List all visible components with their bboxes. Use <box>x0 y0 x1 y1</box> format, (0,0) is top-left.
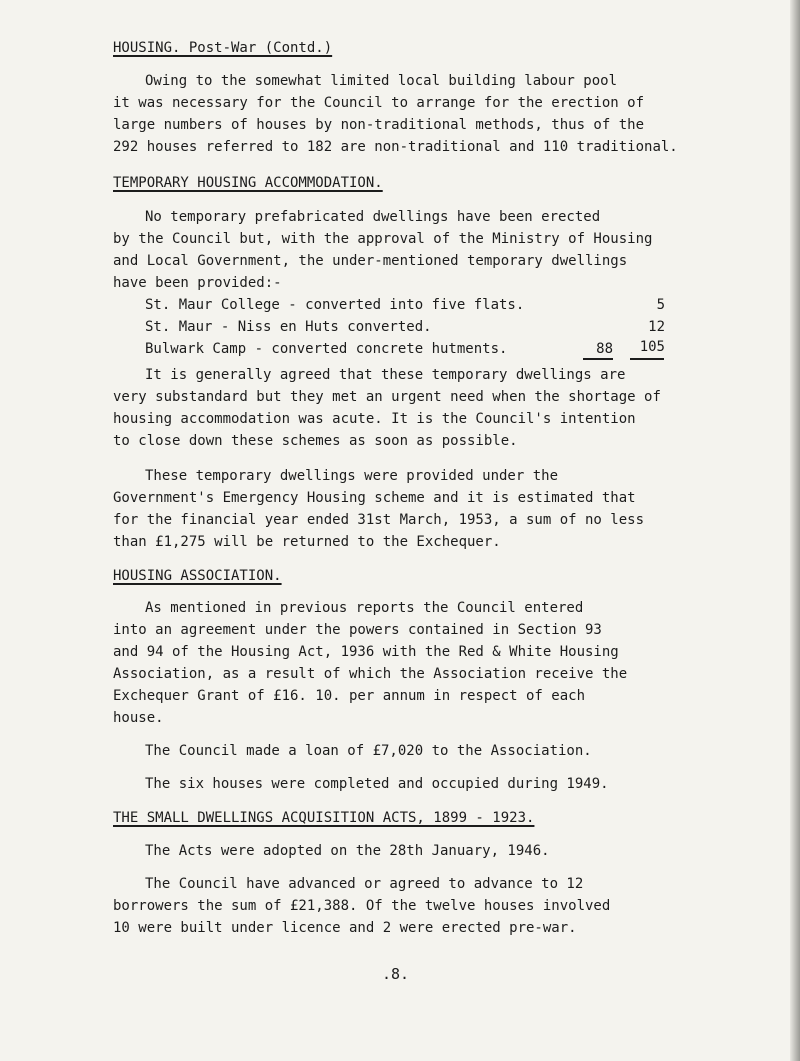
text-line: Exchequer Grant of £16. 10. per annum in respect of each <box>113 688 586 704</box>
text-line: housing accommodation was acute. It is the Council's intention <box>113 411 636 427</box>
heading-temporary-housing: TEMPORARY HOUSING ACCOMMODATION. <box>113 175 383 191</box>
dwelling-label: St. Maur - Niss en Huts converted. <box>145 319 432 335</box>
text-line: than £1,275 will be returned to the Exchequer. <box>113 534 501 550</box>
dwelling-label: Bulwark Camp - converted concrete hutments. <box>145 341 508 357</box>
text-line: borrowers the sum of £21,388. Of the twelve houses involved <box>113 898 611 914</box>
text-line: No temporary prefabricated dwellings have been erected <box>145 209 601 225</box>
text-line: and 94 of the Housing Act, 1936 with the Red & White Housing <box>113 644 619 660</box>
paragraph-association-loan: The Council made a loan of £7,020 to the Association. <box>145 743 592 759</box>
total-rule <box>630 358 664 360</box>
subtotal-rule <box>583 358 613 360</box>
text-line: 10 were built under licence and 2 were erected pre-war. <box>113 920 577 936</box>
list-item <box>145 338 665 360</box>
text-line: by the Council but, with the approval of the Ministry of Housing <box>113 231 653 247</box>
text-line: Association, as a result of which the Association receive the <box>113 666 628 682</box>
text-line: have been provided:- <box>113 275 282 291</box>
page-number: .8. <box>382 965 410 983</box>
dwelling-count: 12 <box>648 319 665 335</box>
dwelling-label: St. Maur College - converted into five flats. <box>145 297 525 313</box>
heading-housing-association: HOUSING ASSOCIATION. <box>113 568 282 584</box>
dwellings-total: 105 <box>639 339 665 355</box>
dwelling-count: 88 <box>596 341 613 357</box>
heading-small-dwellings-acts: THE SMALL DWELLINGS ACQUISITION ACTS, 1899 - 1923. <box>113 810 535 826</box>
text-line: it was necessary for the Council to arrange for the erection of <box>113 95 645 111</box>
text-line: The Council have advanced or agreed to advance to 12 <box>145 876 584 892</box>
dwelling-count: 5 <box>656 297 665 313</box>
text-line: very substandard but they met an urgent need when the shortage of <box>113 389 661 405</box>
list-item <box>145 316 665 338</box>
paragraph-acts-adopted: The Acts were adopted on the 28th January, 1946. <box>145 843 550 859</box>
text-line: and Local Government, the under-mentioned temporary dwellings <box>113 253 628 269</box>
text-line: It is generally agreed that these temporary dwellings are <box>145 367 626 383</box>
text-line: These temporary dwellings were provided under the <box>145 468 559 484</box>
text-line: Owing to the somewhat limited local building labour pool <box>145 73 618 89</box>
text-line: into an agreement under the powers contained in Section 93 <box>113 622 602 638</box>
page-edge-shadow <box>790 0 800 1061</box>
text-line: 292 houses referred to 182 are non-traditional and 110 traditional. <box>113 139 678 155</box>
text-line: As mentioned in previous reports the Council entered <box>145 600 584 616</box>
paragraph-association-houses: The six houses were completed and occupied during 1949. <box>145 776 609 792</box>
text-line: house. <box>113 710 164 726</box>
list-item <box>145 294 665 316</box>
text-line: for the financial year ended 31st March, 1953, a sum of no less <box>113 512 645 528</box>
text-line: large numbers of houses by non-traditional methods, thus of the <box>113 117 645 133</box>
text-line: to close down these schemes as soon as possible. <box>113 433 518 449</box>
text-line: Government's Emergency Housing scheme and it is estimated that <box>113 490 636 506</box>
heading-housing-post-war: HOUSING. Post-War (Contd.) <box>113 40 333 56</box>
